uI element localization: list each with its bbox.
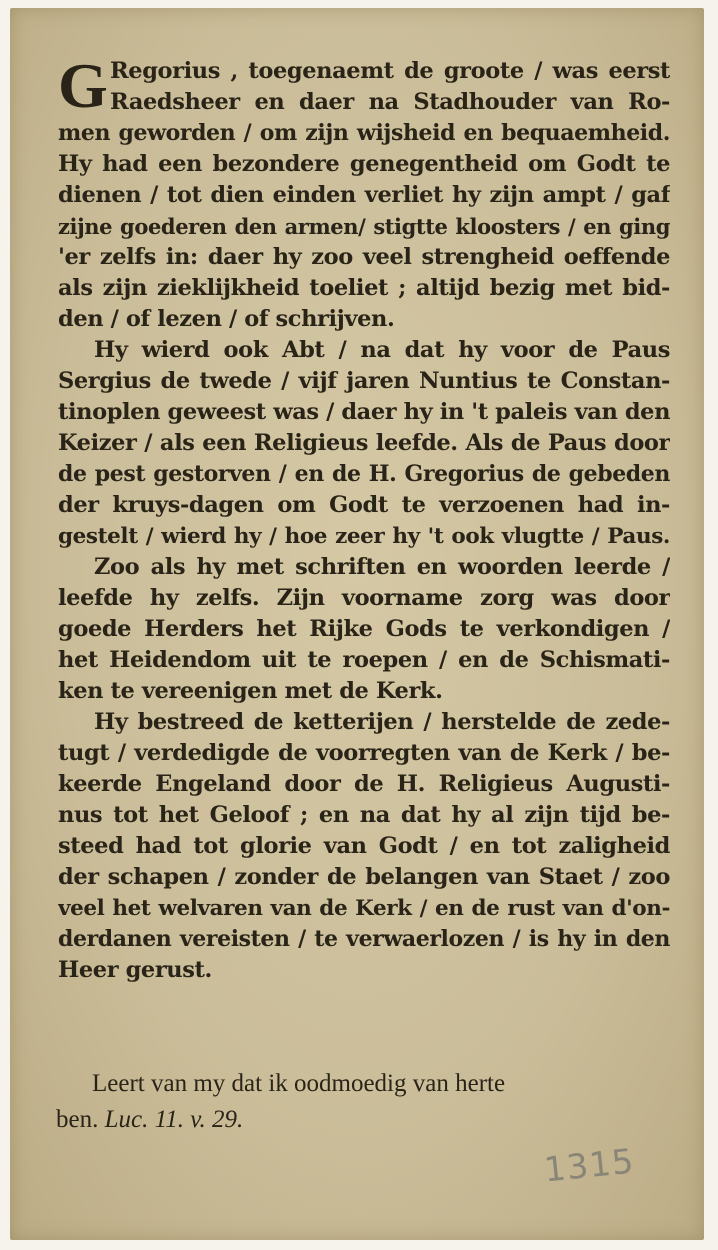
verse-line: Leert van my dat ik oodmoedig van herte [92, 1070, 506, 1097]
text-line: keerde Engeland door de H. Religieus Augusti- [58, 771, 670, 797]
text-line: Keizer / als een Religieus leefde. Als de Paus door [58, 430, 670, 456]
text-line: Hy bestreed de ketterijen / herstelde de zede- [94, 709, 670, 735]
text-line: goede Herders het Rijke Gods te verkondigen / [58, 616, 670, 642]
text-line: zijne goederen den armen/ stigtte kloosters / en ging [58, 214, 670, 239]
body-text [58, 50, 670, 986]
text-line: het Heidendom uit te roepen / en de Schismati- [58, 647, 670, 673]
verse-line-end: ben. [56, 1106, 99, 1133]
text-line: nus tot het Geloof ; en na dat hy al zijn tijd be- [58, 802, 670, 828]
text-line: gestelt / wierd hy / hoe zeer hy 't ook vlugtte / Paus. [58, 524, 670, 549]
document-page [10, 8, 704, 1240]
text-line: tugt / verdedigde de voorregten van de Kerk / be- [58, 740, 670, 766]
text-line: Heer gerust. [58, 957, 212, 983]
text-line: derdanen vereisten / te verwaerlozen / is hy in den [58, 926, 670, 952]
text-line: der kruys-dagen om Godt te verzoenen had in- [58, 492, 670, 518]
text-line: Zoo als hy met schriften en woorden leerde / [94, 554, 670, 580]
verse-line-2 [56, 1102, 668, 1138]
text-line: dienen / tot dien einden verliet hy zijn ampt / gaf [58, 182, 670, 208]
text-line: als zijn zieklijkheid toeliet ; altijd bezig met bid- [58, 275, 670, 301]
text-line: der schapen / zonder de belangen van Staet / zoo [58, 864, 670, 890]
text-line: de pest gestorven / en de H. Gregorius de gebeden [58, 461, 670, 487]
text-line: Hy had een bezondere genegentheid om Godt te [58, 151, 670, 177]
text-line: Regorius , toegenaemt de groote / was eerst [110, 58, 670, 84]
text-line: Hy wierd ook Abt / na dat hy voor de Paus [94, 337, 670, 363]
text-line: 'er zelfs in: daer hy zoo veel strengheid oeffende [58, 244, 670, 270]
verse-reference: Luc. 11. v. 29. [104, 1106, 244, 1133]
text-line: tinoplen geweest was / daer hy in 't paleis van den [58, 399, 670, 425]
pencil-inventory-number: 1315 [542, 1141, 637, 1191]
text-line: den / of lezen / of schrijven. [58, 306, 395, 332]
text-line: ken te vereenigen met de Kerk. [58, 678, 443, 704]
text-line: leefde hy zelfs. Zijn voorname zorg was door [58, 585, 670, 611]
text-line: steed had tot glorie van Godt / en tot zaligheid [58, 833, 670, 859]
text-line: Sergius de twede / vijf jaren Nuntius te Constan- [58, 368, 670, 394]
text-line: Raedsheer en daer na Stadhouder van Ro- [110, 89, 670, 115]
scripture-verse [56, 1066, 668, 1138]
drop-cap: G [58, 50, 108, 121]
text-line: veel het welvaren van de Kerk / en de rust van d'on- [58, 896, 670, 921]
text-line: men geworden / om zijn wijsheid en bequaemheid. [58, 120, 670, 146]
